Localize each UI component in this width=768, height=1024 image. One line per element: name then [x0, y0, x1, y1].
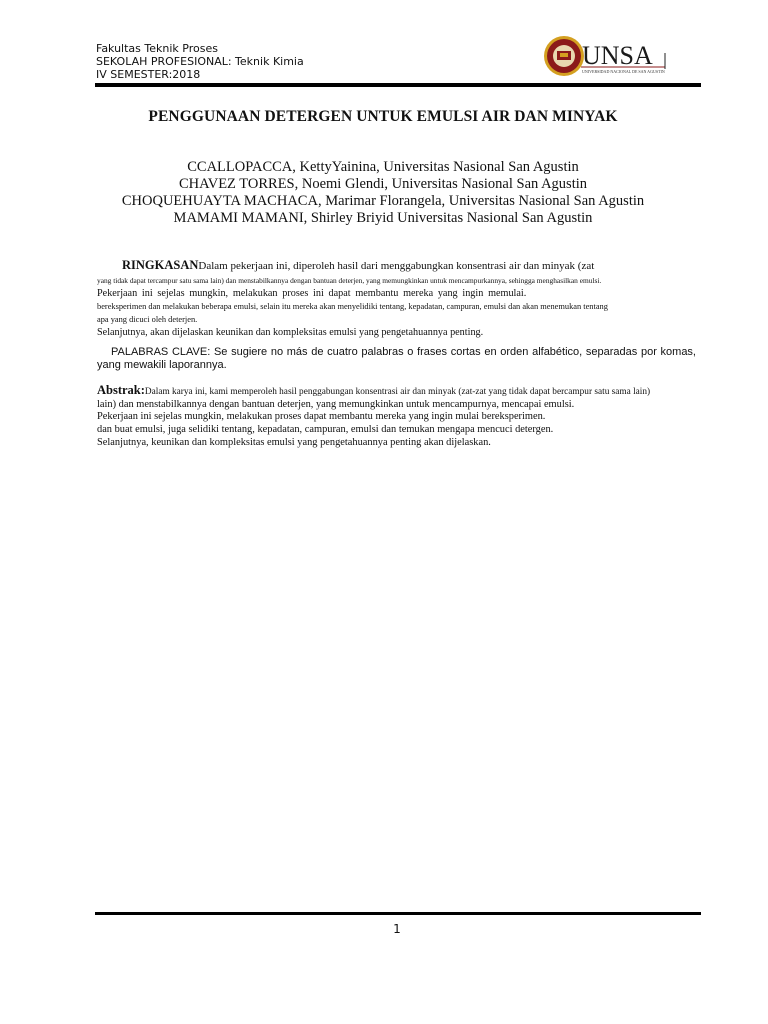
- page-number: 1: [393, 922, 401, 936]
- semester-text: IV SEMESTER:2018: [96, 68, 201, 81]
- author-list: [95, 159, 671, 227]
- summary-line: yang tidak dapat tercampur satu sama lain) dan menstabilkannya dengan bantuan deterjen, yang memungkinkan untuk mencampurkannya, sehingga menghasilkan emulsi.: [97, 276, 602, 285]
- author-line: CCALLOPACCA, KettyYainina, Universitas Nasional San Agustin: [187, 159, 579, 175]
- summary-line: bereksperimen dan melakukan beberapa emulsi, selain itu mereka akan menyelidiki tentang, kepadatan, campuran, emulsi dan akan menemukan tentang: [97, 302, 608, 311]
- keywords-text: PALABRAS CLAVE: Se sugiere no más de cuatro palabras o frases cortas en orden alfabético, separadas por komas, yang mewakili laporannya.: [97, 346, 696, 371]
- keywords-paragraph: [97, 346, 696, 372]
- abstract-line: Pekerjaan ini sejelas mungkin, melakukan proses dapat membantu mereka yang ingin mulai bereksperimen.: [97, 411, 546, 423]
- abstract-line: dan buat emulsi, juga selidiki tentang, kepadatan, campuran, emulsi dan temukan mengapa mencuci detergen.: [97, 424, 554, 436]
- logo-wordmark: UNSA: [582, 41, 653, 70]
- author-line: CHAVEZ TORRES, Noemi Glendi, Universitas Nasional San Agustin: [178, 176, 587, 192]
- summary-line: Dalam pekerjaan ini, diperoleh hasil dari menggabungkan konsentrasi air dan minyak (zat: [198, 260, 595, 272]
- page-header-info: [96, 42, 304, 81]
- abstract-line: lain) dan menstabilkannya dengan bantuan deterjen, yang memungkinkan untuk mencampurnya, mencapai emulsi.: [97, 398, 575, 410]
- abstract-heading: Abstrak:: [97, 383, 145, 397]
- summary-section: [97, 256, 697, 339]
- summary-line: Selanjutnya, akan dijelaskan keunikan dan kompleksitas emulsi yang pengetahuannya penting.: [97, 327, 484, 338]
- university-logo: [515, 33, 695, 81]
- summary-heading: RINGKASAN: [122, 258, 199, 272]
- abstract-line: Selanjutnya, keunikan dan kompleksitas emulsi yang pengetahuannya penting akan dijelaskan.: [97, 436, 491, 448]
- abstract-line: Dalam karya ini, kami memperoleh hasil penggabungan konsentrasi air dan minyak (zat-zat yang tidak dapat bercampur satu sama lain): [144, 387, 651, 397]
- header-rule: [95, 83, 701, 87]
- summary-line: Pekerjaan ini sejelas mungkin, melakukan proses ini dapat membantu mereka yang ingin memulai.: [97, 288, 527, 299]
- faculty-text: Fakultas Teknik Proses: [96, 42, 218, 55]
- document-title: PENGGUNAAN DETERGEN UNTUK EMULSI AIR DAN MINYAK: [148, 108, 618, 125]
- logo-subtitle: UNIVERSIDAD NACIONAL DE SAN AGUSTIN: [582, 69, 665, 74]
- footer-rule: [95, 912, 701, 915]
- summary-line: apa yang dicuci oleh deterjen.: [97, 315, 198, 324]
- abstract-section: [97, 384, 697, 450]
- author-line: CHOQUEHUAYTA MACHACA, Marimar Florangela, Universitas Nasional San Agustin: [121, 193, 645, 209]
- school-text: SEKOLAH PROFESIONAL: Teknik Kimia: [96, 55, 304, 68]
- author-line: MAMAMI MAMANI, Shirley Briyid Universitas Nasional San Agustin: [173, 210, 593, 226]
